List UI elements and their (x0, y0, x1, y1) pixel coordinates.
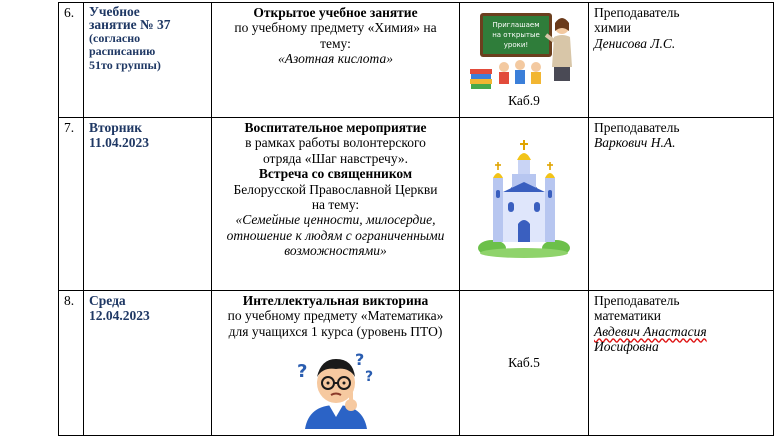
teacher-name (594, 324, 768, 339)
teacher-cell (589, 291, 774, 436)
row-number: 6. (59, 3, 84, 118)
event-line: отряда «Шаг навстречу». (262, 150, 409, 166)
event-topic: отношение к людям с ограниченными (226, 227, 445, 243)
room-cell (460, 3, 589, 118)
event-line: для учащихся 1 курса (уровень ПТО) (228, 323, 443, 339)
date-cell (84, 3, 212, 118)
event-topic: возможностями» (284, 243, 387, 259)
event-line: по учебному предмету «Математика» (227, 308, 444, 324)
teacher-role: Преподаватель (594, 293, 680, 308)
church-illustration-icon (478, 140, 570, 258)
event-line: на тему: (311, 197, 360, 213)
event-title: Интеллектуальная викторина (242, 293, 429, 308)
teacher-role: Преподаватель (594, 5, 680, 20)
event-line: тему: (320, 35, 351, 51)
teacher-name: Иосифовна (594, 339, 659, 355)
date-line: 11.04.2023 (89, 135, 150, 151)
event-line: по учебному предмету «Химия» на (234, 20, 437, 36)
row-number: 8. (59, 291, 84, 436)
date-line: Учебное (89, 4, 140, 19)
event-title: Воспитательное мероприятие (244, 120, 427, 135)
event-topic: «Азотная кислота» (278, 51, 393, 67)
event-line: в рамках работы волонтерского (245, 135, 426, 151)
row-number: 7. (59, 118, 84, 291)
teacher-name: Варкович Н.А. (594, 135, 676, 151)
date-line: Вторник (89, 120, 143, 135)
date-line: (согласно (89, 30, 141, 45)
teacher-role: химии (594, 20, 631, 36)
teacher-name: Денисова Л.С. (594, 35, 676, 51)
event-title: Открытое учебное занятие (253, 5, 418, 20)
event-line: Белорусской Православной Церкви (233, 181, 438, 197)
event-cell (212, 3, 460, 118)
date-cell (84, 291, 212, 436)
svg-text:?: ? (354, 350, 364, 370)
room-cell (460, 118, 589, 291)
thinking-man-illustration-icon (291, 347, 381, 429)
teacher-cell (589, 118, 774, 291)
event-subtitle: Встреча со священником (258, 166, 413, 182)
svg-text:?: ? (364, 369, 373, 386)
board-text-line: Приглашаем (492, 21, 540, 29)
table-row (59, 3, 774, 118)
svg-text:?: ? (296, 361, 307, 383)
board-text-line: на открытые (492, 31, 540, 39)
teacher-surname: Авдевич Анастасия (594, 323, 707, 339)
date-line: Среда (89, 293, 126, 308)
table-row (59, 291, 774, 436)
room-label: Каб.5 (508, 355, 540, 371)
board-text-line: уроки! (503, 41, 529, 49)
open-lesson-illustration-icon (466, 7, 582, 93)
schedule-table (58, 2, 774, 436)
teacher-role: Преподаватель (594, 120, 680, 135)
date-line: 51то группы) (89, 57, 161, 72)
date-line: расписанию (89, 44, 156, 59)
event-cell (212, 291, 460, 436)
date-line: 12.04.2023 (89, 308, 150, 324)
room-cell (460, 291, 589, 436)
date-line: занятие № 37 (89, 17, 171, 33)
teacher-cell (589, 3, 774, 118)
room-label: Каб.9 (508, 93, 540, 108)
event-topic: «Семейные ценности, милосердие, (235, 212, 436, 228)
date-cell (84, 118, 212, 291)
event-cell (212, 118, 460, 291)
teacher-role: математики (594, 308, 661, 324)
table-row (59, 118, 774, 291)
